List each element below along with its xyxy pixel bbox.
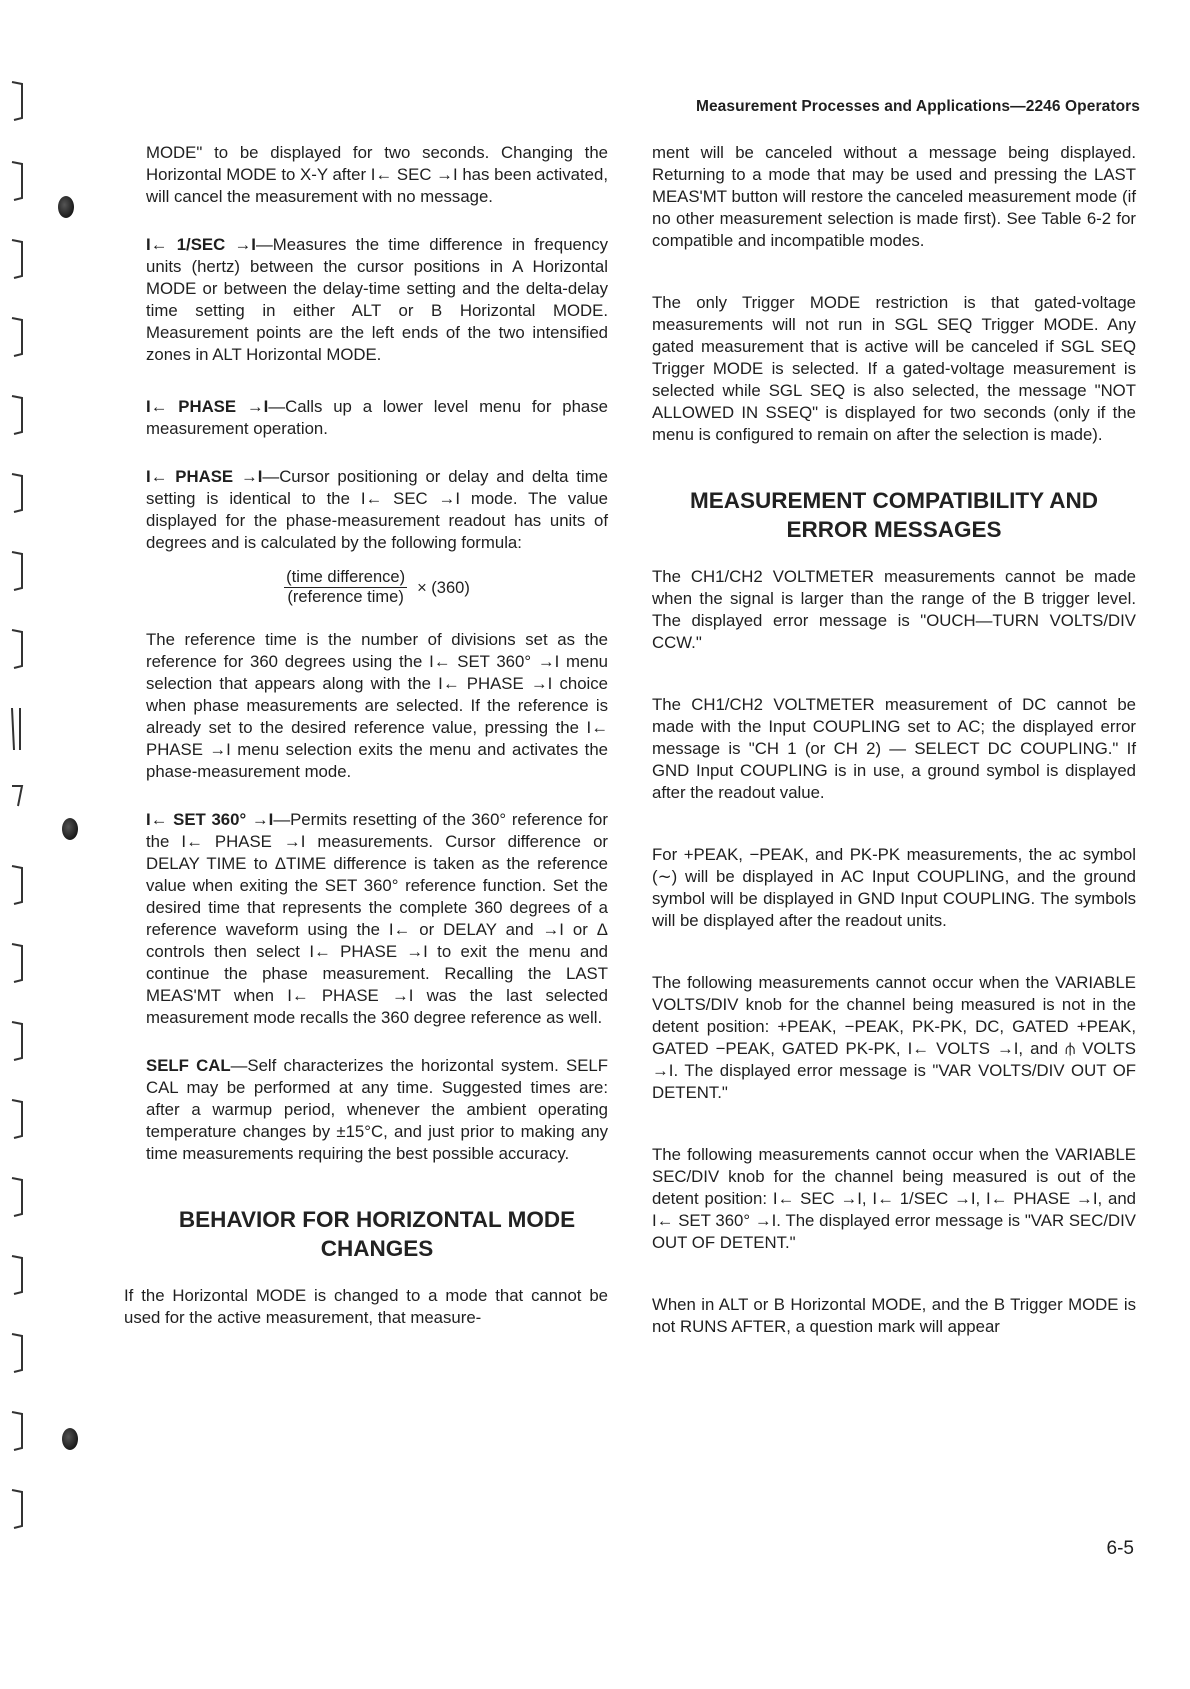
paragraph <box>146 809 608 1029</box>
paragraph <box>146 466 608 554</box>
definition-text: —Calls up a lower level menu for phase measurement operation. <box>146 397 608 438</box>
punch-hole <box>62 1428 78 1450</box>
paragraph: The reference time is the number of divisions set as the reference for 360 degrees using the I← SET 360° →I menu selection that appears along with the I← PHASE →I choice when phase measurements are selected. If the reference is already set to the desired reference value, pressing the I← PHASE →I menu selection exits the menu and activates the phase-measurement mode. <box>146 630 608 781</box>
paragraph: MODE" to be displayed for two seconds. Changing the Horizontal MODE to X-Y after I← SEC →I has been activated, will cancel the measurement with no message. <box>146 143 608 206</box>
term-set-360: I← SET 360° →I <box>146 810 274 829</box>
paragraph <box>146 396 608 440</box>
paragraph: The CH1/CH2 VOLTMETER measurement of DC cannot be made with the Input COUPLING set to AC; the displayed error message is "CH 1 (or CH 2) — SELECT DC COUPLING." If GND Input COUPLING is in use, a ground symbol is displayed after the readout value. <box>652 695 1136 802</box>
term-1-sec: I← 1/SEC →I <box>146 235 256 254</box>
formula-fraction <box>284 568 407 607</box>
paragraph <box>146 1055 608 1165</box>
phase-formula <box>146 568 608 607</box>
definition-text: —Permits resetting of the 360° reference for the I← PHASE →I measurements. Cursor difference or DELAY TIME to ΔTIME difference is taken as the reference value when exiting the SET 360° reference function. Set the desired time that represents the complete 360 degrees of a reference waveform using the I← or DELAY and →I or Δ controls then select I← PHASE →I to exit the menu and continue the phase measurement. Recalling the LAST MEAS'MT when I← PHASE →I was the last selected measurement mode recalls the 360 degree reference as well. <box>146 810 608 1027</box>
paragraph: The following measurements cannot occur when the VARIABLE SEC/DIV knob for the channel being measured is out of the detent position: I← SEC →I, I← 1/SEC →I, I← PHASE →I, and I← SET 360° →I. The displayed error message is "VAR SEC/DIV OUT OF DETENT." <box>652 1145 1136 1252</box>
section-heading: MEASUREMENT COMPATIBILITY AND ERROR MESSAGES <box>690 488 1098 542</box>
term-self-cal: SELF CAL <box>146 1056 231 1075</box>
definition-text: —Self characterizes the horizontal system. SELF CAL may be performed at any time. Suggested times are: after a warmup period, whenever the ambient operating temperature changes by ±15°C, and just prior to making any time measurements requiring the best possible accuracy. <box>146 1056 608 1163</box>
term-phase-cursor: I← PHASE →I <box>146 467 263 486</box>
paragraph: When in ALT or B Horizontal MODE, and the B Trigger MODE is not RUNS AFTER, a question mark will appear <box>652 1295 1136 1336</box>
formula-numerator: (time difference) <box>286 568 406 586</box>
binder-marks-graphic <box>0 0 40 1684</box>
formula-denominator: (reference time) <box>287 588 404 606</box>
definition-text: —Cursor positioning or delay and delta time setting is identical to the I← SEC →I mode. The value displayed for the phase-measurement readout has units of degrees and is calculated by the following formula: <box>146 467 608 552</box>
punch-hole <box>62 818 78 840</box>
paragraph: If the Horizontal MODE is changed to a mode that cannot be used for the active measurement, that measure- <box>124 1286 608 1327</box>
section-heading: BEHAVIOR FOR HORIZONTAL MODE CHANGES <box>178 1207 576 1261</box>
paragraph: The following measurements cannot occur when the VARIABLE VOLTS/DIV knob for the channel being measured is not in the detent position: +PEAK, −PEAK, PK-PK, DC, GATED +PEAK, GATED −PEAK, GATED PK-PK, I← VOLTS →I, and ⫛ VOLTS →I. The displayed error message is "VAR VOLTS/DIV OUT OF DETENT." <box>652 973 1136 1102</box>
punch-hole <box>58 196 74 218</box>
paragraph <box>146 234 608 366</box>
left-column <box>124 142 608 1329</box>
right-column <box>652 142 1136 1338</box>
binder-margin <box>0 0 40 1684</box>
term-phase: I← PHASE →I <box>146 397 269 416</box>
formula-multiplier: × (360) <box>417 578 470 597</box>
running-header: Measurement Processes and Applications—2246 Operators <box>695 98 1140 115</box>
paragraph: For +PEAK, −PEAK, and PK-PK measurements, the ac symbol (∼) will be displayed in AC Input COUPLING, and the ground symbol will be displayed in GND Input COUPLING. The symbols will be displayed after the readout units. <box>652 845 1136 930</box>
paragraph: ment will be canceled without a message being displayed. Returning to a mode that may be used and pressing the LAST MEAS'MT button will restore the canceled measurement mode (if no other measurement selection is made first). See Table 6-2 for compatible and incompatible modes. <box>652 143 1136 250</box>
paragraph: The only Trigger MODE restriction is that gated-voltage measurements will not run in SGL SEQ Trigger MODE. Any gated measurement that is active will be canceled if SGL SEQ Trigger MODE is selected. If a gated-voltage measurement is selected while SGL SEQ is also selected, the message "NOT ALLOWED IN SSEQ" is displayed for two seconds (only if the menu is configured to remain on after the selection is made). <box>652 293 1136 444</box>
definition-text: —Measures the time difference in frequency units (hertz) between the cursor positions in A Horizontal MODE or between the delay-time setting and the delta-delay time setting in either ALT or B Horizontal MODE. Measurement points are the left ends of the two intensified zones in ALT Horizontal MODE. <box>146 235 608 364</box>
paragraph: The CH1/CH2 VOLTMETER measurements cannot be made when the signal is larger than the range of the B trigger level. The displayed error message is "OUCH—TURN VOLTS/DIV CCW." <box>652 567 1136 652</box>
page-number: 6-5 <box>1106 1538 1134 1559</box>
